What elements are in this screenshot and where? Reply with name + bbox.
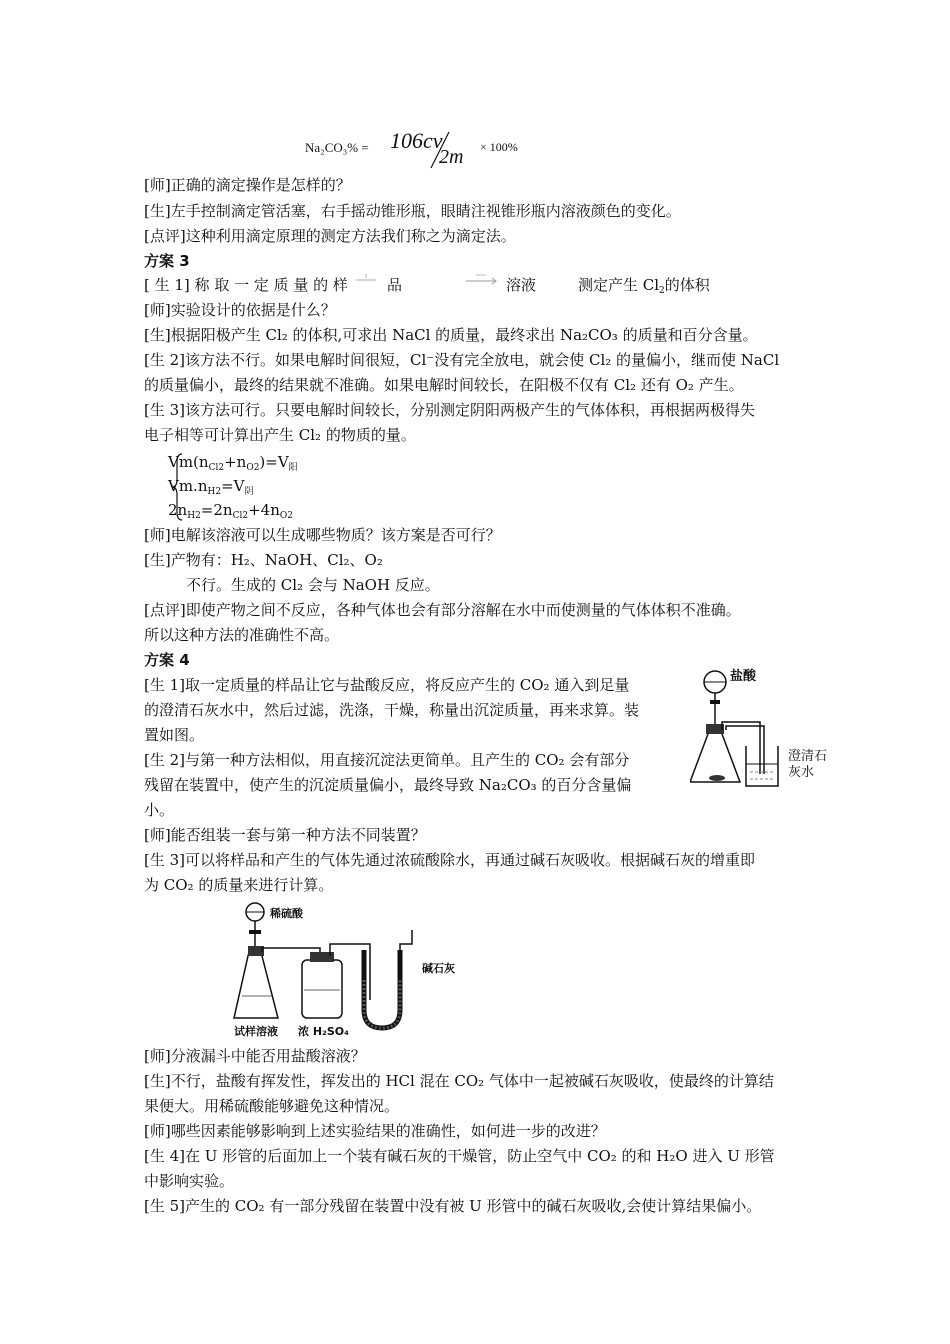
text-line: 中影响实验。 — [144, 1172, 235, 1190]
subscript: O2 — [246, 463, 260, 473]
text-line: [生 5]产生的 CO₂ 有一部分残留在装置中没有被 U 形管中的碱石灰吸收,会使计算结果偏小。 — [144, 1197, 762, 1215]
sample-solid — [709, 775, 725, 781]
eq-part: =V — [221, 477, 245, 495]
text-line: 电子相等可计算出产生 Cl₂ 的物质的量。 — [144, 426, 416, 444]
text-line: [生]左手控制滴定管活塞，右手摇动锥形瓶，眼睛注视锥形瓶内溶液颜色的变化。 — [144, 202, 681, 220]
text-line: [生]不行，盐酸有挥发性，挥发出的 HCl 混在 CO₂ 气体中一起被碱石灰吸收，使最终的计算结 — [144, 1072, 774, 1090]
text-line — [578, 273, 710, 303]
subscript: 阴 — [244, 487, 254, 497]
figure-label: 浓 H₂SO₄ — [298, 1025, 349, 1038]
subscript: Cl2 — [232, 511, 249, 521]
text-line: [生 2]与第一种方法相似，用直接沉淀法更简单。且产生的 CO₂ 会有部分 — [144, 751, 630, 769]
figure-label: 试样溶液 — [234, 1025, 278, 1038]
figure-label: 盐酸 — [730, 669, 757, 684]
text-line: 果便大。用稀硫酸能够避免这种情况。 — [144, 1097, 400, 1115]
figure-label: 稀硫酸 — [270, 907, 303, 920]
text-fragment: 测定产生 Cl — [578, 276, 660, 294]
conical-flask — [234, 950, 278, 1018]
text-fragment: [ 生 1] 称 取 一 定 质 量 的 样 — [144, 276, 348, 294]
beaker — [746, 746, 778, 786]
formula-times: × 100% — [480, 140, 518, 154]
eq-part: +4n — [248, 501, 280, 519]
text-fragment: 溶液 — [506, 276, 537, 294]
eq-part: 2n — [168, 501, 188, 519]
subscript: 2 — [659, 286, 665, 296]
section-heading: 方案 4 — [144, 651, 190, 669]
eq-part: =2n — [200, 501, 233, 519]
figure-label: 碱石灰 — [422, 962, 455, 975]
text-line: [生 3]该方法可行。只要电解时间较长，分别测定阴阳两极产生的气体体积，再根据两极得失 — [144, 401, 756, 419]
eq-part: )=V — [259, 453, 289, 471]
text-line: [生 2]该方法不行。如果电解时间很短，Cl⁻没有完全放电，就会使 Cl₂ 的量偏小，继而使 NaCl — [144, 351, 780, 369]
apparatus-figure-1 — [690, 662, 850, 802]
text-line: 的澄清石灰水中，然后过滤，洗涤，干燥，称量出沉淀质量，再来求算。装 — [144, 701, 640, 719]
eq-part: Vm(n — [168, 453, 209, 471]
text-line: [生]根据阳极产生 Cl₂ 的体积,可求出 NaCl 的质量，最终求出 Na₂CO₃ 的质量和百分含量。 — [144, 326, 758, 344]
text-line: [师]哪些因素能够影响到上述实验结果的准确性，如何进一步的改进？ — [144, 1122, 606, 1140]
washing-bottle — [302, 960, 342, 1018]
text-line: [生 3]可以将样品和产生的气体先通过浓硫酸除水，再通过碱石灰吸收。根据碱石灰的增重即 — [144, 851, 756, 869]
text-fragment: 品 — [387, 276, 403, 294]
text-line: [师]实验设计的依据是什么？ — [144, 301, 336, 319]
text-line: 置如图。 — [144, 726, 205, 744]
text-line: 小。 — [144, 801, 175, 819]
subscript: Cl2 — [208, 463, 225, 473]
text-line: [生 4]在 U 形管的后面加上一个装有碱石灰的干燥管，防止空气中 CO₂ 的和 H₂O 进入 U 形管 — [144, 1147, 775, 1165]
apparatus-figure-2 — [230, 900, 470, 1040]
text-line: 所以这种方法的准确性不高。 — [144, 626, 340, 644]
text-line: [师]分液漏斗中能否用盐酸溶液？ — [144, 1047, 366, 1065]
text-line: [点评]即使产物之间不反应，各种气体也会有部分溶解在水中而使测量的气体体积不准确。 — [144, 601, 741, 619]
formula-lhs: Na₂CO₃% = — [305, 140, 369, 155]
figure-label: 澄清石 — [788, 749, 828, 764]
text-line: [生]产物有：H₂、NaOH、Cl₂、O₂ — [144, 551, 383, 569]
section-heading: 方案 3 — [144, 252, 190, 270]
text-line: 不行。生成的 Cl₂ 会与 NaOH 反应。 — [186, 576, 440, 594]
subscript: H2 — [187, 511, 201, 521]
subscript: H2 — [207, 487, 222, 497]
formula-numerator: 106cv — [390, 128, 443, 153]
arrow-icon — [462, 272, 502, 292]
text-fragment: 的体积 — [664, 276, 710, 294]
figure-label: 灰水 — [788, 765, 815, 780]
eq-part: +n — [224, 453, 247, 471]
text-line: 的质量偏小，最终的结果就不准确。如果电解时间较长，在阳极不仅有 Cl₂ 还有 O₂ 产生。 — [144, 376, 744, 394]
text-line: 残留在装置中，使产生的沉淀质量偏小，最终导致 Na₂CO₃ 的百分含量偏 — [144, 776, 632, 794]
text-line — [144, 273, 348, 297]
formula-denominator: 2m — [439, 146, 464, 168]
text-line: [师]电解该溶液可以生成哪些物质？该方案是否可行？ — [144, 526, 501, 544]
conical-flask — [690, 728, 740, 782]
arrow-icon — [352, 272, 382, 292]
text-line: [师]正确的滴定操作是怎样的？ — [144, 176, 351, 194]
eq-part: Vm.n — [168, 477, 208, 495]
text-line: [点评]这种利用滴定原理的测定方法我们称之为滴定法。 — [144, 227, 516, 245]
text-line: [师]能否组装一套与第一种方法不同装置？ — [144, 826, 426, 844]
text-line: [生 1]取一定质量的样品让它与盐酸反应，将反应产生的 CO₂ 通入到足量 — [144, 676, 630, 694]
subscript: 阳 — [288, 463, 298, 473]
subscript: O2 — [279, 511, 293, 521]
text-line: 为 CO₂ 的质量来进行计算。 — [144, 876, 334, 894]
